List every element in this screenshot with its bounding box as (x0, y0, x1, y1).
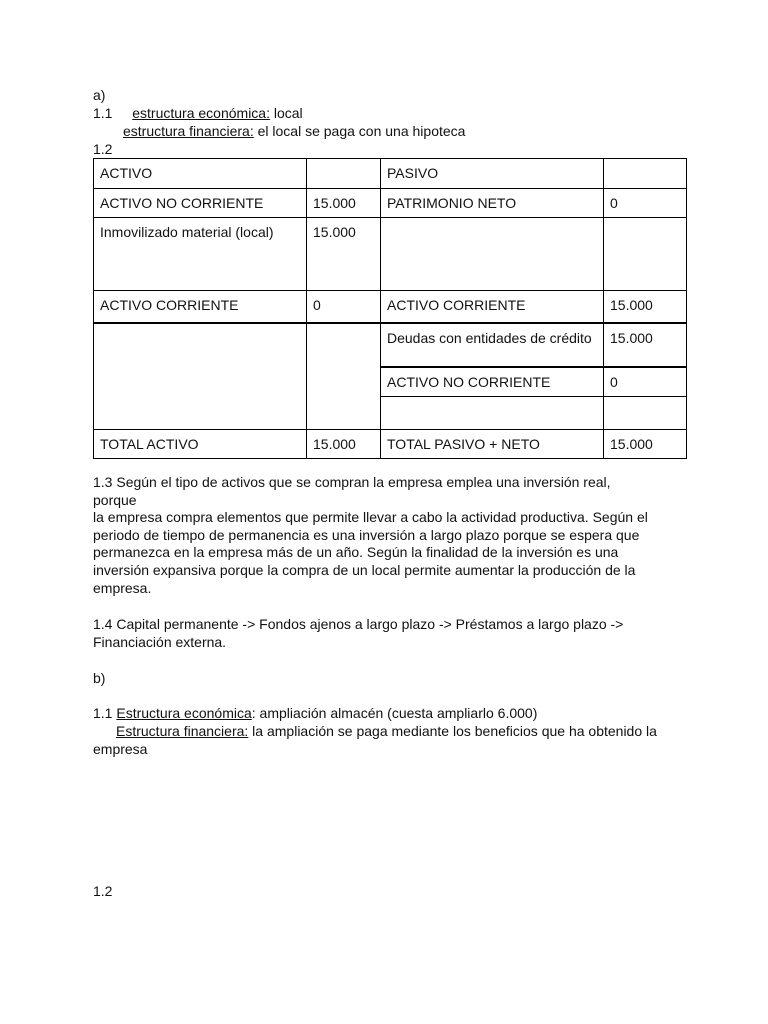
cell-value: 0 (604, 189, 687, 218)
paragraph-line: Financiación externa. (93, 633, 227, 650)
paragraph-line: periodo de tiempo de permanencia es una inversión a largo plazo porque se espera que (93, 526, 640, 543)
paragraph-line: 1.4 Capital permanente -> Fondos ajenos a largo plazo -> Préstamos a largo plazo -> (93, 616, 624, 632)
table-row (94, 218, 687, 291)
paragraph-line: 1.3 Según el tipo de activos que se compran la empresa emplea una inversión real, porque (93, 474, 611, 508)
a-economic-structure-label: estructura económica: (132, 105, 270, 121)
cell-label: TOTAL PASIVO + NETO (381, 429, 604, 458)
section-a-label: a) (93, 87, 106, 103)
cell-label: ACTIVO CORRIENTE (94, 291, 307, 323)
cell-empty (604, 396, 687, 429)
cell-label: TOTAL ACTIVO (94, 429, 307, 458)
b-economic-structure-line (93, 704, 537, 722)
a-financial-structure-value: el local se paga con una hipoteca (253, 123, 466, 139)
header-pasivo: PASIVO (381, 159, 604, 189)
header-empty-2 (604, 159, 687, 189)
section-b-label: b) (93, 670, 106, 686)
a-financial-structure-label: estructura financiera: (123, 123, 254, 139)
cell-empty (381, 218, 604, 291)
b-economic-structure-value: : ampliación almacén (cuesta ampliarlo 6.000) (251, 705, 538, 721)
a-q11-number: 1.1 (93, 105, 113, 121)
balance-sheet-table (93, 158, 687, 459)
cell-value: 15.000 (604, 429, 687, 458)
b-financial-structure-continuation: empresa (93, 741, 148, 757)
b-q12-number: 1.2 (93, 883, 113, 899)
cell-label: ACTIVO NO CORRIENTE (94, 189, 307, 218)
table-row (94, 189, 687, 218)
cell-label: ACTIVO NO CORRIENTE (381, 367, 604, 397)
a-q12-number: 1.2 (93, 141, 113, 157)
cell-empty-merged (94, 323, 307, 430)
q14-paragraph (93, 616, 653, 651)
a-financial-structure-line (123, 122, 465, 140)
b-financial-structure-line (116, 722, 657, 740)
q13-paragraph (93, 474, 653, 597)
cell-value: 15.000 (604, 291, 687, 323)
paragraph-line: empresa. (93, 579, 152, 596)
cell-value: 15.000 (604, 323, 687, 367)
cell-value: 0 (307, 291, 381, 323)
table-row (94, 323, 687, 367)
a-economic-structure-value: local (269, 105, 303, 121)
table-row-total (94, 429, 687, 458)
b-q11-number: 1.1 (93, 705, 117, 721)
cell-empty (604, 218, 687, 291)
cell-value: 15.000 (307, 218, 381, 291)
cell-value: 15.000 (307, 429, 381, 458)
header-empty-1 (307, 159, 381, 189)
paragraph-line: permanezca en la empresa más de un año. Según la finalidad de la inversión es una (93, 544, 619, 561)
cell-empty-merged (307, 323, 381, 430)
header-activo: ACTIVO (94, 159, 307, 189)
cell-label: PATRIMONIO NETO (381, 189, 604, 218)
cell-empty (381, 396, 604, 429)
b-economic-structure-label: Estructura económica (116, 705, 252, 721)
b-financial-structure-value: la ampliación se paga mediante los beneficios que ha obtenido la (248, 723, 657, 739)
cell-value: 0 (604, 367, 687, 397)
cell-label: Inmovilizado material (local) (94, 218, 307, 291)
b-financial-structure-label: Estructura financiera: (116, 723, 249, 739)
cell-label: ACTIVO CORRIENTE (381, 291, 604, 323)
cell-label: Deudas con entidades de crédito (381, 323, 604, 367)
a-economic-structure-line (93, 104, 303, 122)
paragraph-line: inversión expansiva porque la compra de un local permite aumentar la producción de la (93, 561, 636, 578)
table-row-header (94, 159, 687, 189)
table-row (94, 291, 687, 323)
cell-value: 15.000 (307, 189, 381, 218)
paragraph-line: la empresa compra elementos que permite llevar a cabo la actividad productiva. Según el (93, 509, 648, 526)
